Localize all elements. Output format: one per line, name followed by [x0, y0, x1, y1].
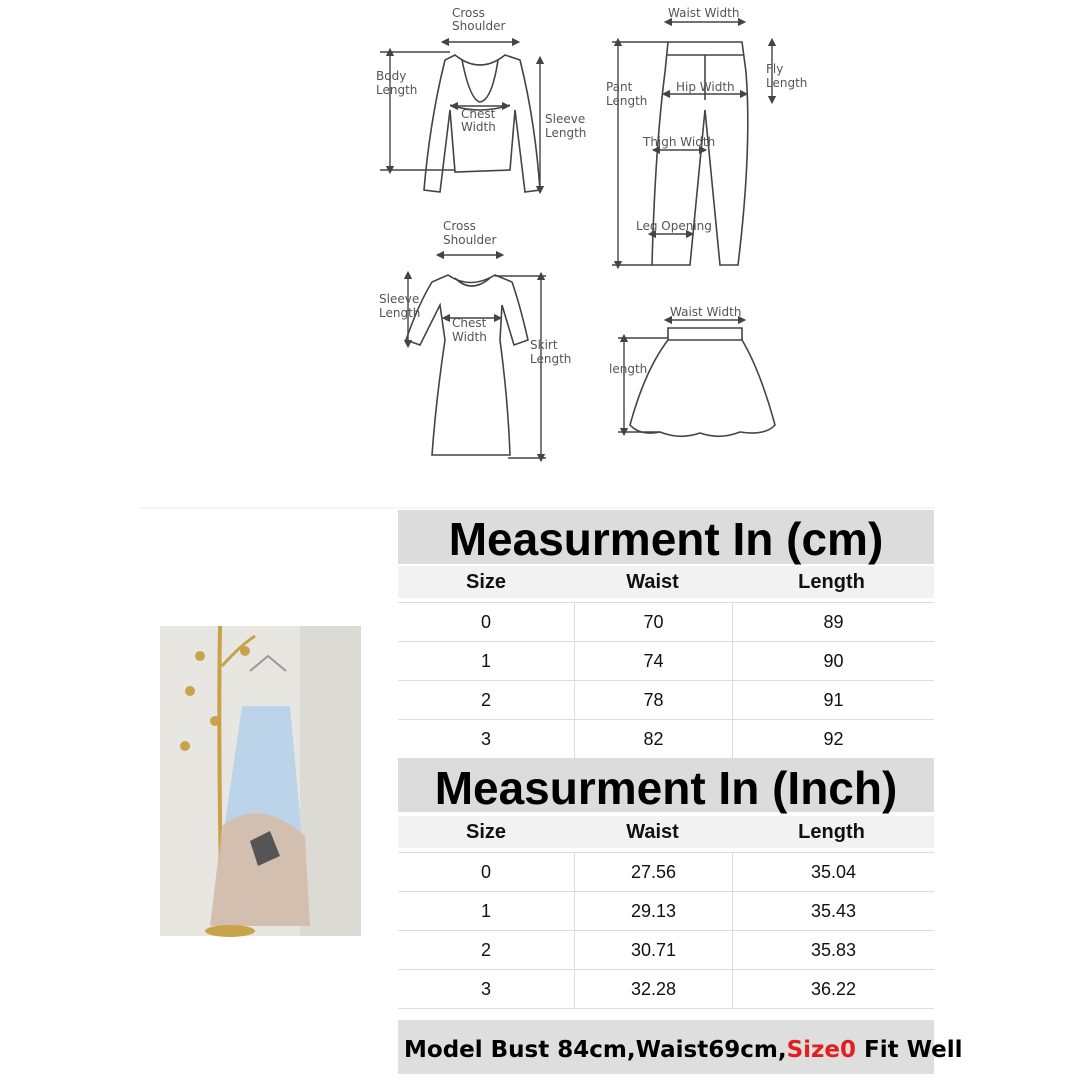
label-dress-chest-width: Chest	[452, 316, 487, 330]
label-dress-sleeve-length: Sleeve	[379, 292, 420, 306]
cm-header-size: Size	[465, 571, 507, 593]
label-hip-width: Hip Width	[676, 80, 735, 94]
fit-note-prefix: Model Bust 84cm,Waist69cm,	[404, 1037, 787, 1063]
svg-text:Length: Length	[376, 83, 418, 97]
fit-note-size: Size0	[786, 1037, 857, 1063]
label-skirt-waist-width: Waist Width	[670, 305, 742, 319]
label-pant-waist-width: Waist Width	[668, 6, 740, 20]
inch-header-size: Size	[465, 821, 507, 843]
svg-text:Length: Length	[606, 94, 648, 108]
svg-text:Length: Length	[379, 306, 421, 320]
table-row: 2 30.71 35.83	[398, 930, 934, 969]
svg-text:Shoulder: Shoulder	[452, 19, 506, 33]
svg-text:Length: Length	[530, 352, 572, 366]
label-pant-length: Pant	[606, 80, 633, 94]
cm-header-waist: Waist	[626, 571, 679, 593]
label-dress-cross-shoulder: Cross	[443, 219, 476, 233]
table-row: 1 74 90	[398, 641, 934, 680]
cm-table-title: Measurment In (cm)	[398, 510, 934, 564]
table-row: 2 78 91	[398, 680, 934, 719]
table-row: 1 29.13 35.43	[398, 891, 934, 930]
label-cross-shoulder: Cross	[452, 6, 485, 20]
inch-header-waist: Waist	[626, 821, 679, 843]
table-row: 0 70 89	[398, 602, 934, 641]
inch-table-header	[398, 816, 934, 848]
inch-table-title: Measurment In (Inch)	[398, 758, 934, 812]
fit-note-suffix: Fit Well	[856, 1037, 963, 1063]
label-thigh-width: Thigh Width	[643, 135, 716, 149]
table-row: 3 82 92	[398, 719, 934, 758]
label-chest-width: Chest	[461, 107, 496, 121]
label-skirt-length-small: length	[609, 362, 648, 376]
label-skirt-length: Skirt	[530, 338, 558, 352]
cm-header-length: Length	[798, 571, 865, 593]
table-row: 3 32.28 36.22	[398, 969, 934, 1009]
label-sleeve-length: Sleeve	[545, 112, 586, 126]
product-photo	[160, 626, 361, 936]
label-fly-length: Fly	[766, 62, 784, 76]
svg-text:Length: Length	[766, 76, 808, 90]
size-chart	[398, 510, 963, 1074]
inch-header-length: Length	[798, 821, 865, 843]
svg-text:Length: Length	[545, 126, 587, 140]
svg-text:Width: Width	[452, 330, 487, 344]
svg-text:Width: Width	[461, 120, 496, 134]
cm-table-header	[398, 566, 934, 598]
label-leg-opening: Leg Opening	[636, 219, 712, 233]
model-fit-note	[398, 1020, 963, 1074]
svg-text:Shoulder: Shoulder	[443, 233, 497, 247]
label-body-length: Body	[376, 69, 407, 83]
table-row: 0 27.56 35.04	[398, 852, 934, 891]
